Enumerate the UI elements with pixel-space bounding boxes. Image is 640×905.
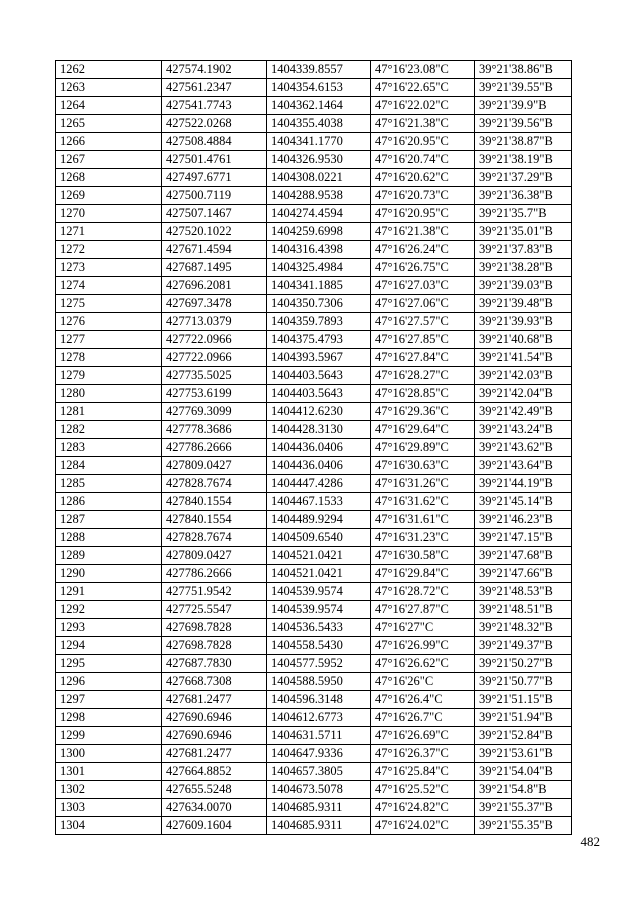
x-coordinate-cell: 427500.7119 bbox=[162, 187, 267, 205]
point-number-cell: 1273 bbox=[56, 259, 162, 277]
y-coordinate-cell: 1404647.9336 bbox=[267, 745, 371, 763]
point-number-cell: 1295 bbox=[56, 655, 162, 673]
y-coordinate-cell: 1404436.0406 bbox=[267, 457, 371, 475]
longitude-cell: 39°21'54.04"В bbox=[475, 763, 572, 781]
latitude-cell: 47°16'26.75"С bbox=[371, 259, 475, 277]
table-row bbox=[56, 403, 572, 421]
point-number-cell: 1291 bbox=[56, 583, 162, 601]
point-number-cell: 1296 bbox=[56, 673, 162, 691]
point-number-cell: 1267 bbox=[56, 151, 162, 169]
x-coordinate-cell: 427634.0070 bbox=[162, 799, 267, 817]
y-coordinate-cell: 1404412.6230 bbox=[267, 403, 371, 421]
point-number-cell: 1284 bbox=[56, 457, 162, 475]
x-coordinate-cell: 427722.0966 bbox=[162, 349, 267, 367]
table-row bbox=[56, 781, 572, 799]
point-number-cell: 1299 bbox=[56, 727, 162, 745]
longitude-cell: 39°21'37.83"В bbox=[475, 241, 572, 259]
point-number-cell: 1290 bbox=[56, 565, 162, 583]
point-number-cell: 1276 bbox=[56, 313, 162, 331]
longitude-cell: 39°21'39.93"В bbox=[475, 313, 572, 331]
point-number-cell: 1278 bbox=[56, 349, 162, 367]
latitude-cell: 47°16'26.69"С bbox=[371, 727, 475, 745]
point-number-cell: 1301 bbox=[56, 763, 162, 781]
table-row bbox=[56, 241, 572, 259]
point-number-cell: 1262 bbox=[56, 61, 162, 79]
latitude-cell: 47°16'27.03"С bbox=[371, 277, 475, 295]
point-number-cell: 1293 bbox=[56, 619, 162, 637]
latitude-cell: 47°16'29.64"С bbox=[371, 421, 475, 439]
x-coordinate-cell: 427769.3099 bbox=[162, 403, 267, 421]
table-row bbox=[56, 313, 572, 331]
table-row bbox=[56, 817, 572, 835]
point-number-cell: 1268 bbox=[56, 169, 162, 187]
table-row bbox=[56, 763, 572, 781]
x-coordinate-cell: 427725.5547 bbox=[162, 601, 267, 619]
point-number-cell: 1279 bbox=[56, 367, 162, 385]
longitude-cell: 39°21'52.84"В bbox=[475, 727, 572, 745]
longitude-cell: 39°21'39.56"В bbox=[475, 115, 572, 133]
page-number: 482 bbox=[580, 834, 600, 849]
table-row bbox=[56, 565, 572, 583]
point-number-cell: 1271 bbox=[56, 223, 162, 241]
y-coordinate-cell: 1404326.9530 bbox=[267, 151, 371, 169]
x-coordinate-cell: 427809.0427 bbox=[162, 457, 267, 475]
x-coordinate-cell: 427609.1604 bbox=[162, 817, 267, 835]
table-row bbox=[56, 187, 572, 205]
longitude-cell: 39°21'51.15"В bbox=[475, 691, 572, 709]
x-coordinate-cell: 427668.7308 bbox=[162, 673, 267, 691]
y-coordinate-cell: 1404521.0421 bbox=[267, 565, 371, 583]
table-row bbox=[56, 115, 572, 133]
longitude-cell: 39°21'48.51"В bbox=[475, 601, 572, 619]
point-number-cell: 1286 bbox=[56, 493, 162, 511]
x-coordinate-cell: 427698.7828 bbox=[162, 619, 267, 637]
x-coordinate-cell: 427508.4884 bbox=[162, 133, 267, 151]
longitude-cell: 39°21'55.35"В bbox=[475, 817, 572, 835]
table-row bbox=[56, 151, 572, 169]
y-coordinate-cell: 1404539.9574 bbox=[267, 601, 371, 619]
y-coordinate-cell: 1404288.9538 bbox=[267, 187, 371, 205]
y-coordinate-cell: 1404428.3130 bbox=[267, 421, 371, 439]
longitude-cell: 39°21'35.7"В bbox=[475, 205, 572, 223]
y-coordinate-cell: 1404447.4286 bbox=[267, 475, 371, 493]
point-number-cell: 1287 bbox=[56, 511, 162, 529]
table-row bbox=[56, 709, 572, 727]
table-row bbox=[56, 799, 572, 817]
latitude-cell: 47°16'24.82"С bbox=[371, 799, 475, 817]
point-number-cell: 1272 bbox=[56, 241, 162, 259]
longitude-cell: 39°21'38.19"В bbox=[475, 151, 572, 169]
table-row bbox=[56, 493, 572, 511]
point-number-cell: 1288 bbox=[56, 529, 162, 547]
y-coordinate-cell: 1404259.6998 bbox=[267, 223, 371, 241]
y-coordinate-cell: 1404509.6540 bbox=[267, 529, 371, 547]
longitude-cell: 39°21'41.54"В bbox=[475, 349, 572, 367]
longitude-cell: 39°21'46.23"В bbox=[475, 511, 572, 529]
longitude-cell: 39°21'48.53"В bbox=[475, 583, 572, 601]
y-coordinate-cell: 1404489.9294 bbox=[267, 511, 371, 529]
table-row bbox=[56, 205, 572, 223]
table-row bbox=[56, 637, 572, 655]
latitude-cell: 47°16'31.62"С bbox=[371, 493, 475, 511]
y-coordinate-cell: 1404536.5433 bbox=[267, 619, 371, 637]
point-number-cell: 1280 bbox=[56, 385, 162, 403]
latitude-cell: 47°16'27.87"С bbox=[371, 601, 475, 619]
latitude-cell: 47°16'27.06"С bbox=[371, 295, 475, 313]
x-coordinate-cell: 427507.1467 bbox=[162, 205, 267, 223]
longitude-cell: 39°21'43.64"В bbox=[475, 457, 572, 475]
latitude-cell: 47°16'21.38"С bbox=[371, 115, 475, 133]
table-row bbox=[56, 169, 572, 187]
x-coordinate-cell: 427786.2666 bbox=[162, 439, 267, 457]
latitude-cell: 47°16'20.73"С bbox=[371, 187, 475, 205]
x-coordinate-cell: 427690.6946 bbox=[162, 727, 267, 745]
y-coordinate-cell: 1404558.5430 bbox=[267, 637, 371, 655]
point-number-cell: 1269 bbox=[56, 187, 162, 205]
y-coordinate-cell: 1404308.0221 bbox=[267, 169, 371, 187]
x-coordinate-cell: 427735.5025 bbox=[162, 367, 267, 385]
x-coordinate-cell: 427697.3478 bbox=[162, 295, 267, 313]
x-coordinate-cell: 427786.2666 bbox=[162, 565, 267, 583]
longitude-cell: 39°21'43.62"В bbox=[475, 439, 572, 457]
latitude-cell: 47°16'29.84"С bbox=[371, 565, 475, 583]
point-number-cell: 1302 bbox=[56, 781, 162, 799]
coordinates-table bbox=[55, 60, 572, 835]
y-coordinate-cell: 1404341.1770 bbox=[267, 133, 371, 151]
x-coordinate-cell: 427681.2477 bbox=[162, 691, 267, 709]
latitude-cell: 47°16'26.4"С bbox=[371, 691, 475, 709]
latitude-cell: 47°16'25.52"С bbox=[371, 781, 475, 799]
table-row bbox=[56, 61, 572, 79]
latitude-cell: 47°16'21.38"С bbox=[371, 223, 475, 241]
table-row bbox=[56, 421, 572, 439]
point-number-cell: 1285 bbox=[56, 475, 162, 493]
y-coordinate-cell: 1404350.7306 bbox=[267, 295, 371, 313]
x-coordinate-cell: 427687.7830 bbox=[162, 655, 267, 673]
x-coordinate-cell: 427681.2477 bbox=[162, 745, 267, 763]
longitude-cell: 39°21'36.38"В bbox=[475, 187, 572, 205]
x-coordinate-cell: 427561.2347 bbox=[162, 79, 267, 97]
longitude-cell: 39°21'39.48"В bbox=[475, 295, 572, 313]
y-coordinate-cell: 1404467.1533 bbox=[267, 493, 371, 511]
y-coordinate-cell: 1404274.4594 bbox=[267, 205, 371, 223]
table-row bbox=[56, 439, 572, 457]
table-row bbox=[56, 529, 572, 547]
point-number-cell: 1303 bbox=[56, 799, 162, 817]
y-coordinate-cell: 1404325.4984 bbox=[267, 259, 371, 277]
latitude-cell: 47°16'26.99"С bbox=[371, 637, 475, 655]
table-row bbox=[56, 727, 572, 745]
latitude-cell: 47°16'20.74"С bbox=[371, 151, 475, 169]
longitude-cell: 39°21'55.37"В bbox=[475, 799, 572, 817]
table-row bbox=[56, 97, 572, 115]
table-row bbox=[56, 691, 572, 709]
longitude-cell: 39°21'42.04"В bbox=[475, 385, 572, 403]
point-number-cell: 1265 bbox=[56, 115, 162, 133]
longitude-cell: 39°21'54.8"В bbox=[475, 781, 572, 799]
longitude-cell: 39°21'53.61"В bbox=[475, 745, 572, 763]
x-coordinate-cell: 427522.0268 bbox=[162, 115, 267, 133]
longitude-cell: 39°21'48.32"В bbox=[475, 619, 572, 637]
y-coordinate-cell: 1404539.9574 bbox=[267, 583, 371, 601]
y-coordinate-cell: 1404393.5967 bbox=[267, 349, 371, 367]
x-coordinate-cell: 427501.4761 bbox=[162, 151, 267, 169]
longitude-cell: 39°21'44.19"В bbox=[475, 475, 572, 493]
coordinates-table-body bbox=[56, 61, 572, 835]
longitude-cell: 39°21'38.87"В bbox=[475, 133, 572, 151]
longitude-cell: 39°21'42.49"В bbox=[475, 403, 572, 421]
latitude-cell: 47°16'20.95"С bbox=[371, 205, 475, 223]
latitude-cell: 47°16'27.84"С bbox=[371, 349, 475, 367]
y-coordinate-cell: 1404403.5643 bbox=[267, 367, 371, 385]
x-coordinate-cell: 427671.4594 bbox=[162, 241, 267, 259]
point-number-cell: 1281 bbox=[56, 403, 162, 421]
table-row bbox=[56, 583, 572, 601]
longitude-cell: 39°21'47.15"В bbox=[475, 529, 572, 547]
table-row bbox=[56, 385, 572, 403]
table-row bbox=[56, 295, 572, 313]
point-number-cell: 1263 bbox=[56, 79, 162, 97]
x-coordinate-cell: 427664.8852 bbox=[162, 763, 267, 781]
latitude-cell: 47°16'28.85"С bbox=[371, 385, 475, 403]
latitude-cell: 47°16'22.65"С bbox=[371, 79, 475, 97]
latitude-cell: 47°16'25.84"С bbox=[371, 763, 475, 781]
latitude-cell: 47°16'28.72"С bbox=[371, 583, 475, 601]
y-coordinate-cell: 1404612.6773 bbox=[267, 709, 371, 727]
latitude-cell: 47°16'22.02"С bbox=[371, 97, 475, 115]
latitude-cell: 47°16'27.85"С bbox=[371, 331, 475, 349]
y-coordinate-cell: 1404316.4398 bbox=[267, 241, 371, 259]
x-coordinate-cell: 427753.6199 bbox=[162, 385, 267, 403]
x-coordinate-cell: 427840.1554 bbox=[162, 511, 267, 529]
latitude-cell: 47°16'28.27"С bbox=[371, 367, 475, 385]
y-coordinate-cell: 1404685.9311 bbox=[267, 799, 371, 817]
table-row bbox=[56, 511, 572, 529]
latitude-cell: 47°16'24.02"С bbox=[371, 817, 475, 835]
x-coordinate-cell: 427828.7674 bbox=[162, 529, 267, 547]
longitude-cell: 39°21'47.66"В bbox=[475, 565, 572, 583]
table-row bbox=[56, 475, 572, 493]
x-coordinate-cell: 427690.6946 bbox=[162, 709, 267, 727]
table-row bbox=[56, 655, 572, 673]
x-coordinate-cell: 427828.7674 bbox=[162, 475, 267, 493]
latitude-cell: 47°16'29.36"С bbox=[371, 403, 475, 421]
point-number-cell: 1300 bbox=[56, 745, 162, 763]
y-coordinate-cell: 1404685.9311 bbox=[267, 817, 371, 835]
y-coordinate-cell: 1404596.3148 bbox=[267, 691, 371, 709]
point-number-cell: 1298 bbox=[56, 709, 162, 727]
longitude-cell: 39°21'47.68"В bbox=[475, 547, 572, 565]
x-coordinate-cell: 427840.1554 bbox=[162, 493, 267, 511]
latitude-cell: 47°16'27"С bbox=[371, 619, 475, 637]
point-number-cell: 1270 bbox=[56, 205, 162, 223]
longitude-cell: 39°21'42.03"В bbox=[475, 367, 572, 385]
longitude-cell: 39°21'39.9"В bbox=[475, 97, 572, 115]
point-number-cell: 1277 bbox=[56, 331, 162, 349]
y-coordinate-cell: 1404341.1885 bbox=[267, 277, 371, 295]
x-coordinate-cell: 427713.0379 bbox=[162, 313, 267, 331]
table-row bbox=[56, 457, 572, 475]
x-coordinate-cell: 427696.2081 bbox=[162, 277, 267, 295]
y-coordinate-cell: 1404577.5952 bbox=[267, 655, 371, 673]
y-coordinate-cell: 1404436.0406 bbox=[267, 439, 371, 457]
x-coordinate-cell: 427809.0427 bbox=[162, 547, 267, 565]
point-number-cell: 1294 bbox=[56, 637, 162, 655]
x-coordinate-cell: 427655.5248 bbox=[162, 781, 267, 799]
latitude-cell: 47°16'27.57"С bbox=[371, 313, 475, 331]
point-number-cell: 1289 bbox=[56, 547, 162, 565]
latitude-cell: 47°16'29.89"С bbox=[371, 439, 475, 457]
x-coordinate-cell: 427698.7828 bbox=[162, 637, 267, 655]
y-coordinate-cell: 1404631.5711 bbox=[267, 727, 371, 745]
point-number-cell: 1297 bbox=[56, 691, 162, 709]
latitude-cell: 47°16'30.63"С bbox=[371, 457, 475, 475]
longitude-cell: 39°21'40.68"В bbox=[475, 331, 572, 349]
table-row bbox=[56, 601, 572, 619]
point-number-cell: 1264 bbox=[56, 97, 162, 115]
y-coordinate-cell: 1404339.8557 bbox=[267, 61, 371, 79]
y-coordinate-cell: 1404673.5078 bbox=[267, 781, 371, 799]
latitude-cell: 47°16'30.58"С bbox=[371, 547, 475, 565]
table-row bbox=[56, 619, 572, 637]
point-number-cell: 1266 bbox=[56, 133, 162, 151]
latitude-cell: 47°16'26.37"С bbox=[371, 745, 475, 763]
latitude-cell: 47°16'31.26"С bbox=[371, 475, 475, 493]
latitude-cell: 47°16'26.7"С bbox=[371, 709, 475, 727]
table-row bbox=[56, 79, 572, 97]
y-coordinate-cell: 1404362.1464 bbox=[267, 97, 371, 115]
latitude-cell: 47°16'31.61"С bbox=[371, 511, 475, 529]
latitude-cell: 47°16'31.23"С bbox=[371, 529, 475, 547]
table-row bbox=[56, 277, 572, 295]
x-coordinate-cell: 427541.7743 bbox=[162, 97, 267, 115]
y-coordinate-cell: 1404521.0421 bbox=[267, 547, 371, 565]
latitude-cell: 47°16'20.62"С bbox=[371, 169, 475, 187]
latitude-cell: 47°16'26.62"С bbox=[371, 655, 475, 673]
table-row bbox=[56, 133, 572, 151]
longitude-cell: 39°21'51.94"В bbox=[475, 709, 572, 727]
table-row bbox=[56, 367, 572, 385]
table-row bbox=[56, 259, 572, 277]
point-number-cell: 1282 bbox=[56, 421, 162, 439]
point-number-cell: 1304 bbox=[56, 817, 162, 835]
longitude-cell: 39°21'39.03"В bbox=[475, 277, 572, 295]
x-coordinate-cell: 427574.1902 bbox=[162, 61, 267, 79]
longitude-cell: 39°21'39.55"В bbox=[475, 79, 572, 97]
longitude-cell: 39°21'45.14"В bbox=[475, 493, 572, 511]
x-coordinate-cell: 427778.3686 bbox=[162, 421, 267, 439]
x-coordinate-cell: 427751.9542 bbox=[162, 583, 267, 601]
x-coordinate-cell: 427687.1495 bbox=[162, 259, 267, 277]
latitude-cell: 47°16'26.24"С bbox=[371, 241, 475, 259]
table-row bbox=[56, 349, 572, 367]
table-row bbox=[56, 745, 572, 763]
longitude-cell: 39°21'35.01"В bbox=[475, 223, 572, 241]
table-row bbox=[56, 673, 572, 691]
y-coordinate-cell: 1404375.4793 bbox=[267, 331, 371, 349]
x-coordinate-cell: 427520.1022 bbox=[162, 223, 267, 241]
longitude-cell: 39°21'49.37"В bbox=[475, 637, 572, 655]
latitude-cell: 47°16'20.95"С bbox=[371, 133, 475, 151]
point-number-cell: 1275 bbox=[56, 295, 162, 313]
y-coordinate-cell: 1404588.5950 bbox=[267, 673, 371, 691]
y-coordinate-cell: 1404403.5643 bbox=[267, 385, 371, 403]
y-coordinate-cell: 1404657.3805 bbox=[267, 763, 371, 781]
table-row bbox=[56, 547, 572, 565]
y-coordinate-cell: 1404359.7893 bbox=[267, 313, 371, 331]
longitude-cell: 39°21'38.28"В bbox=[475, 259, 572, 277]
y-coordinate-cell: 1404355.4038 bbox=[267, 115, 371, 133]
y-coordinate-cell: 1404354.6153 bbox=[267, 79, 371, 97]
longitude-cell: 39°21'37.29"В bbox=[475, 169, 572, 187]
table-row bbox=[56, 223, 572, 241]
point-number-cell: 1292 bbox=[56, 601, 162, 619]
longitude-cell: 39°21'50.27"В bbox=[475, 655, 572, 673]
latitude-cell: 47°16'23.08"С bbox=[371, 61, 475, 79]
table-row bbox=[56, 331, 572, 349]
longitude-cell: 39°21'43.24"В bbox=[475, 421, 572, 439]
x-coordinate-cell: 427722.0966 bbox=[162, 331, 267, 349]
point-number-cell: 1274 bbox=[56, 277, 162, 295]
longitude-cell: 39°21'50.77"В bbox=[475, 673, 572, 691]
point-number-cell: 1283 bbox=[56, 439, 162, 457]
longitude-cell: 39°21'38.86"В bbox=[475, 61, 572, 79]
x-coordinate-cell: 427497.6771 bbox=[162, 169, 267, 187]
latitude-cell: 47°16'26"С bbox=[371, 673, 475, 691]
